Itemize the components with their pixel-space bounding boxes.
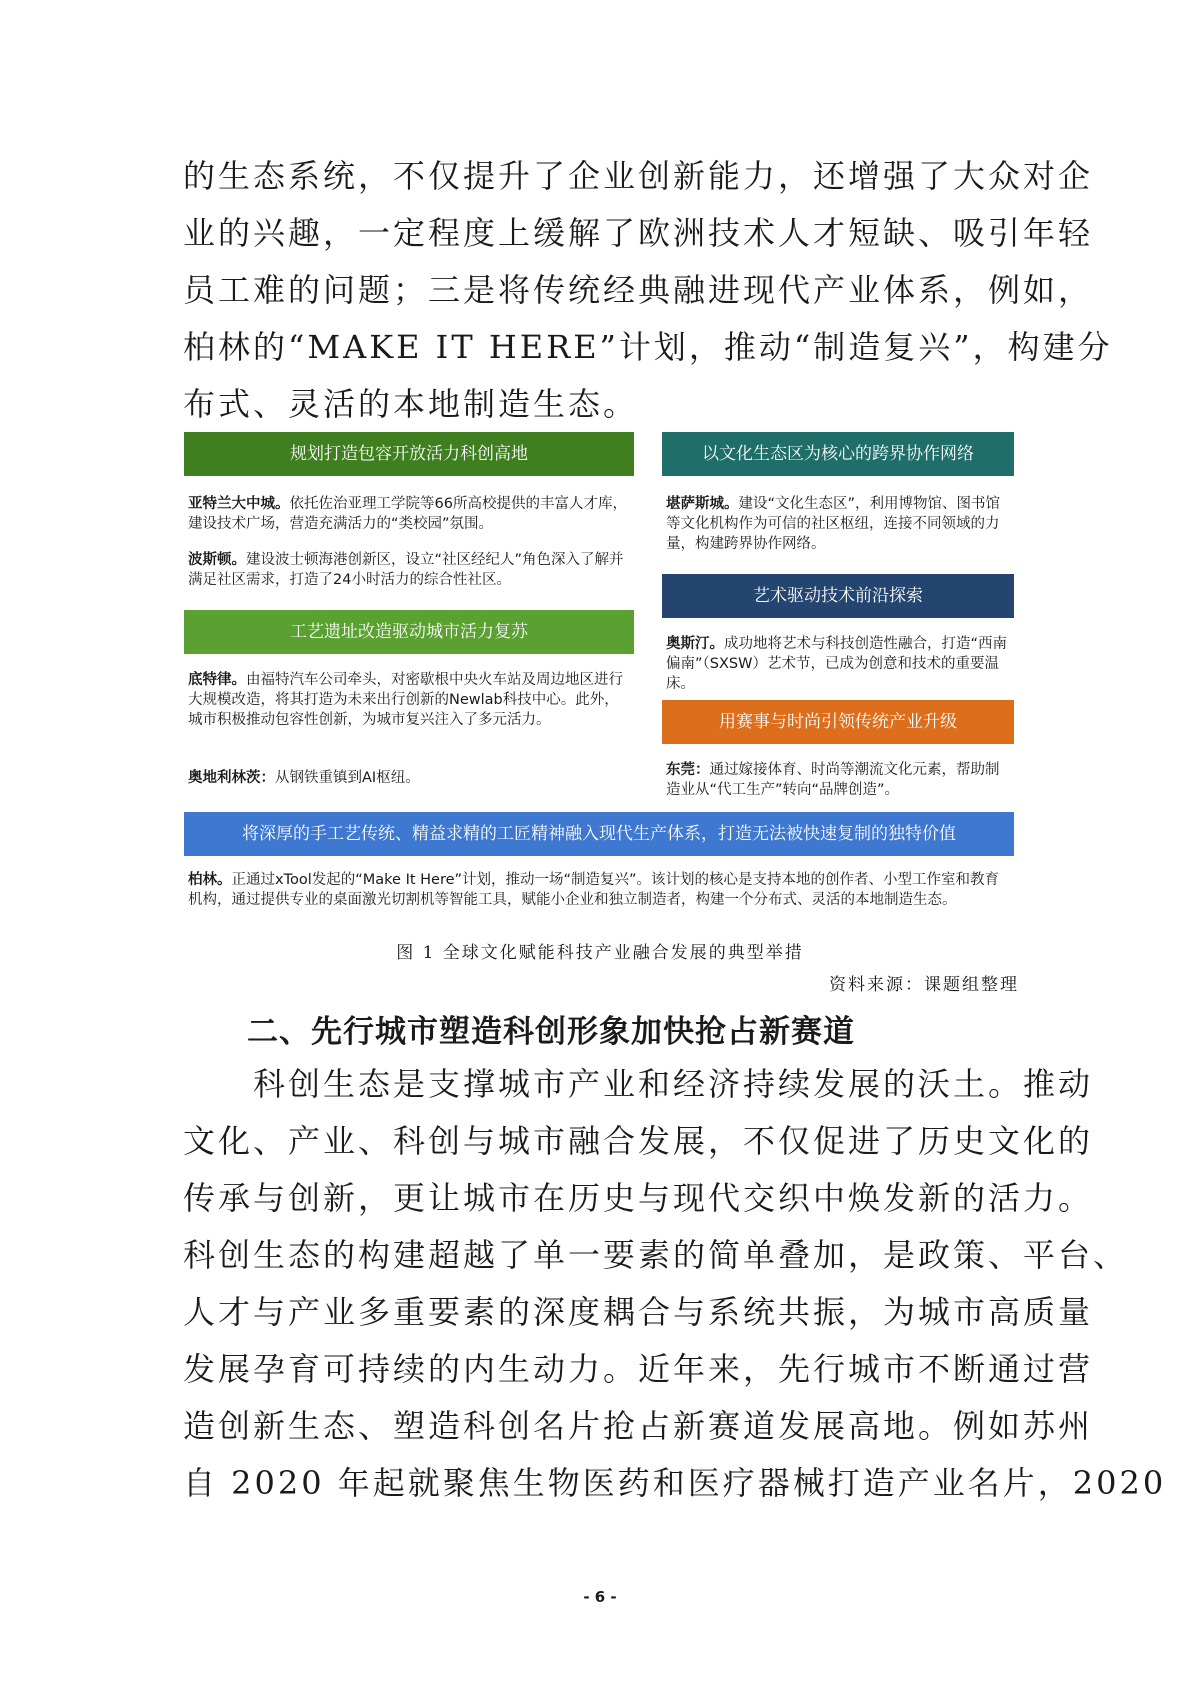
case-text: 从钢铁重镇到AI枢纽。 <box>275 770 420 786</box>
case-text: 通过嫁接体育、时尚等潮流文化元素，帮助制造业从“代工生产”转向“品牌创造”。 <box>666 762 1000 798</box>
case-linz <box>188 768 632 788</box>
figure-source: 资料来源：课题组整理 <box>829 975 1019 995</box>
case-text: 建设“文化生态区”，利用博物馆、图书馆等文化机构作为可信的社区枢纽，连接不同领域的力量，构建跨界协作网络。 <box>666 496 1001 552</box>
banner-sports-fashion: 用赛事与时尚引领传统产业升级 <box>662 700 1014 744</box>
case-detroit <box>188 670 632 730</box>
top-paragraph <box>183 148 1113 433</box>
text-line: 人才与产业多重要素的深度耦合与系统共振，为城市高质量 <box>183 1293 1094 1331</box>
case-berlin <box>188 870 1010 910</box>
case-city: 奥斯汀。 <box>666 636 724 652</box>
banner-craftsmanship: 将深厚的手工艺传统、精益求精的工匠精神融入现代生产体系，打造无法被快速复制的独特价值 <box>184 812 1014 856</box>
text-line: 造创新生态、塑造科创名片抢占新赛道发展高地。例如苏州 <box>183 1407 1094 1445</box>
case-text: 建设波士顿海港创新区，设立“社区经纪人”角色深入了解并满足社区需求，打造了24小时活力的综合性社区。 <box>188 552 624 588</box>
banner-heritage-renewal: 工艺遗址改造驱动城市活力复苏 <box>184 610 634 654</box>
section-heading: 二、先行城市塑造科创形象加快抢占新赛道 <box>247 1014 855 1050</box>
case-city: 堪萨斯城。 <box>666 496 739 512</box>
text-line: 传承与创新，更让城市在历史与现代交织中焕发新的活力。 <box>183 1179 1094 1217</box>
text-line: 柏林的“MAKE IT HERE”计划，推动“制造复兴”，构建分 <box>183 328 1113 366</box>
case-boston <box>188 550 632 590</box>
text-line: 业的兴趣，一定程度上缓解了欧洲技术人才短缺、吸引年轻 <box>183 214 1094 252</box>
case-text: 成功地将艺术与科技创造性融合，打造“西南偏南”（SXSW）艺术节，已成为创意和技术的重要温床。 <box>666 636 1008 692</box>
text-line: 科创生态的构建超越了单一要素的简单叠加，是政策、平台、 <box>183 1236 1129 1274</box>
page-number: - 6 - <box>583 1588 617 1606</box>
text-line: 文化、产业、科创与城市融合发展，不仅促进了历史文化的 <box>183 1122 1094 1160</box>
case-kansas-city <box>666 494 1012 554</box>
case-city: 东莞： <box>666 762 710 778</box>
case-text: 由福特汽车公司牵头，对密歇根中央火车站及周边地区进行大规模改造，将其打造为未来出行创新的Newlab科技中心。此外，城市积极推动包容性创新，为城市复兴注入了多元活力。 <box>188 672 623 728</box>
body-paragraph <box>183 1056 1167 1512</box>
case-austin <box>666 634 1012 694</box>
figure-caption: 图 1 全球文化赋能科技产业融合发展的典型举措 <box>396 943 804 963</box>
text-line: 自 2020 年起就聚焦生物医药和医疗器械打造产业名片，2020 <box>183 1464 1167 1502</box>
text-line: 员工难的问题；三是将传统经典融进现代产业体系，例如， <box>183 271 1094 309</box>
text-line: 布式、灵活的本地制造生态。 <box>183 385 639 423</box>
case-city: 底特律。 <box>188 672 246 688</box>
banner-cultural-ecology: 以文化生态区为核心的跨界协作网络 <box>662 432 1014 476</box>
figure-typical-measures <box>184 432 1014 932</box>
case-city: 柏林。 <box>188 872 232 888</box>
text-line: 科创生态是支撑城市产业和经济持续发展的沃土。推动 <box>183 1065 1094 1103</box>
case-text: 依托佐治亚理工学院等66所高校提供的丰富人才库，建设技术广场，营造充满活力的“类校园”氛围。 <box>188 496 627 532</box>
case-city: 波斯顿。 <box>188 552 246 568</box>
text-line: 发展孕育可持续的内生动力。近年来，先行城市不断通过营 <box>183 1350 1094 1388</box>
text-line: 的生态系统，不仅提升了企业创新能力，还增强了大众对企 <box>183 157 1094 195</box>
case-dongguan <box>666 760 1012 800</box>
banner-art-tech: 艺术驱动技术前沿探索 <box>662 574 1014 618</box>
banner-innovation-highland: 规划打造包容开放活力科创高地 <box>184 432 634 476</box>
case-text: 正通过xTool发起的“Make It Here”计划，推动一场“制造复兴”。该计划的核心是支持本地的创作者、小型工作室和教育机构，通过提供专业的桌面激光切割机等智能工具，赋能小企业和独立制造者，构建一个分布式、灵活的本地制造生态。 <box>188 872 1000 908</box>
case-atlanta <box>188 494 632 534</box>
case-city: 奥地利林茨： <box>188 770 275 786</box>
case-city: 亚特兰大中城。 <box>188 496 290 512</box>
